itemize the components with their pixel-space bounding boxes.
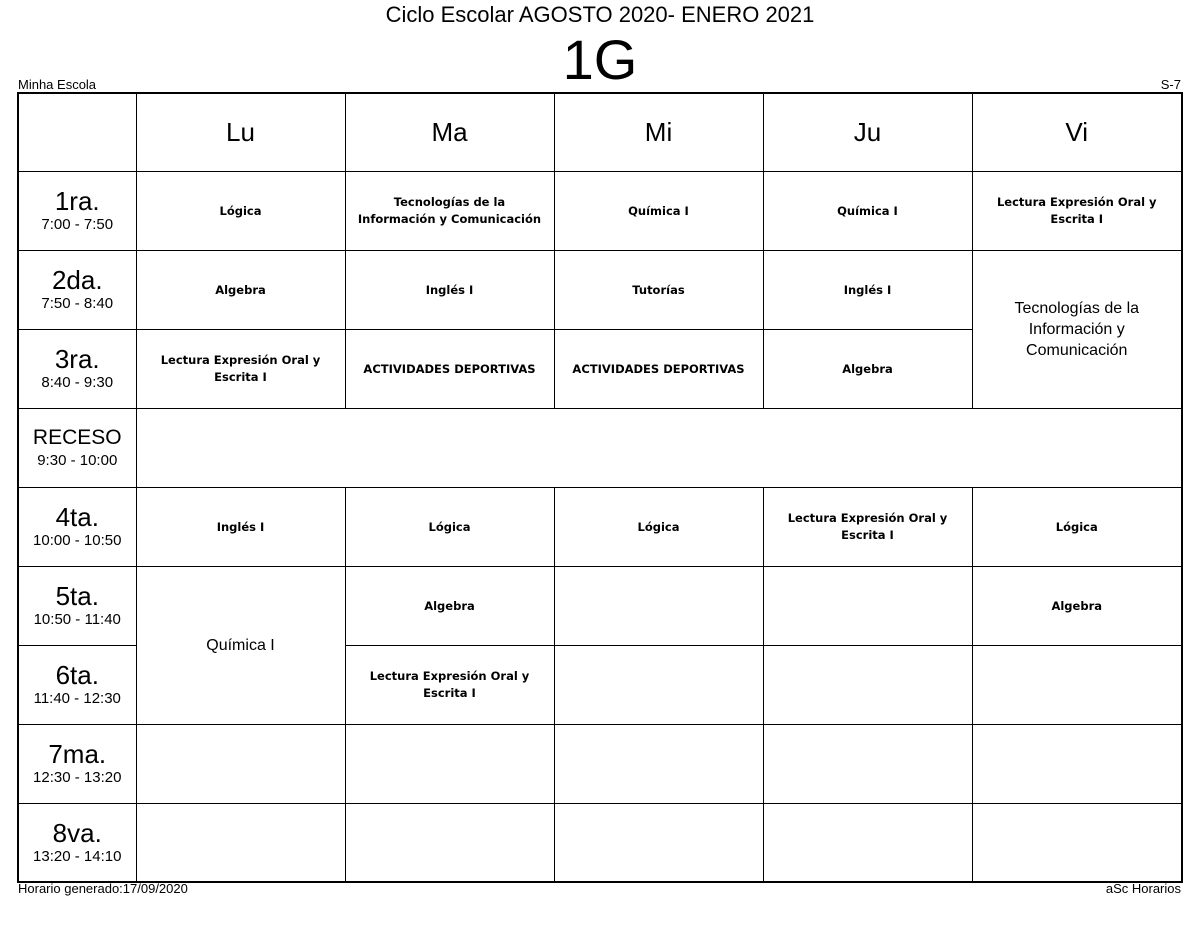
- lesson-cell: [136, 803, 345, 882]
- period-cell: [18, 329, 136, 408]
- period-time: 10:50 - 11:40: [33, 611, 121, 628]
- subject-label: Química I: [206, 636, 275, 654]
- day-header: Lu: [136, 93, 345, 171]
- lesson-cell: [763, 645, 972, 724]
- subject-label: Lógica: [428, 519, 471, 534]
- lesson-cell: [345, 487, 554, 566]
- period-row: [18, 566, 1182, 645]
- software-credit: aSc Horarios: [1105, 881, 1181, 896]
- period-cell: [18, 566, 136, 645]
- period-name: 6ta.: [55, 660, 99, 690]
- period-time: 8:40 - 9:30: [41, 374, 114, 391]
- period-cell: [18, 487, 136, 566]
- subject-label: Algebra: [215, 282, 266, 297]
- period-cell: [18, 171, 136, 250]
- class-name: 1G: [562, 28, 638, 91]
- subject-label: Lectura Expresión Oral y Escrita I: [996, 194, 1157, 226]
- period-name: 2da.: [51, 265, 103, 295]
- subject-label: Lectura Expresión Oral y Escrita I: [369, 668, 530, 700]
- period-time: 7:00 - 7:50: [41, 216, 114, 233]
- lesson-cell: [972, 171, 1182, 250]
- subject-label: Algebra: [1051, 598, 1103, 613]
- lesson-cell: [763, 566, 972, 645]
- period-row: [18, 487, 1182, 566]
- subject-label: Inglés I: [425, 282, 474, 297]
- lesson-cell: [554, 250, 763, 329]
- lesson-cell: [763, 724, 972, 803]
- lesson-cell: [136, 724, 345, 803]
- period-name: RECESO: [32, 426, 122, 449]
- lesson-cell: [554, 566, 763, 645]
- period-name: 7ma.: [48, 739, 107, 769]
- period-name: 4ta.: [55, 502, 99, 532]
- lesson-cell: [763, 250, 972, 329]
- subject-label: Química I: [837, 203, 898, 218]
- lesson-cell-double: [972, 250, 1182, 408]
- period-row: [18, 171, 1182, 250]
- period-row: [18, 250, 1182, 329]
- lesson-cell: [136, 171, 345, 250]
- day-header: Ma: [345, 93, 554, 171]
- lesson-cell: [136, 250, 345, 329]
- lesson-cell: [554, 487, 763, 566]
- day-header: Ju: [763, 93, 972, 171]
- lesson-cell: [972, 803, 1182, 882]
- generated-date: Horario generado:17/09/2020: [18, 881, 188, 896]
- subject-label: Algebra: [842, 361, 893, 376]
- subject-label: Lógica: [637, 519, 680, 534]
- lesson-cell: [972, 566, 1182, 645]
- period-row: [18, 724, 1182, 803]
- lesson-cell: [554, 329, 763, 408]
- lesson-cell: [972, 645, 1182, 724]
- subject-label: Tecnologías de la Información y Comunicación: [1014, 299, 1140, 359]
- period-cell: [18, 250, 136, 329]
- subject-label: Lógica: [219, 203, 262, 218]
- lesson-cell: [554, 645, 763, 724]
- days-header-row: [18, 93, 1182, 171]
- subject-label: Tutorías: [632, 282, 685, 297]
- lesson-cell: [345, 171, 554, 250]
- period-time: 7:50 - 8:40: [41, 295, 114, 312]
- period-name: 1ra.: [54, 186, 100, 216]
- recess-cell: [136, 408, 1182, 487]
- subject-label: Lectura Expresión Oral y Escrita I: [787, 510, 948, 542]
- period-time: 10:00 - 10:50: [33, 532, 122, 549]
- period-cell: [18, 645, 136, 724]
- lesson-cell: [554, 724, 763, 803]
- lesson-cell: [136, 329, 345, 408]
- lesson-cell: [972, 724, 1182, 803]
- day-header: Mi: [554, 93, 763, 171]
- period-time: 12:30 - 13:20: [33, 769, 122, 786]
- corner-cell: [18, 93, 136, 171]
- subject-label: Inglés I: [216, 519, 265, 534]
- period-time: 11:40 - 12:30: [33, 690, 121, 707]
- timetable: [17, 92, 1183, 883]
- period-time: 9:30 - 10:00: [37, 452, 118, 469]
- school-name: Minha Escola: [18, 77, 97, 92]
- day-header: Vi: [972, 93, 1182, 171]
- lesson-cell: [345, 250, 554, 329]
- period-time: 13:20 - 14:10: [33, 847, 122, 865]
- period-cell: [18, 803, 136, 882]
- lesson-cell: [763, 803, 972, 882]
- lesson-cell: [554, 803, 763, 882]
- period-name: 3ra.: [54, 344, 100, 374]
- lesson-cell: [763, 329, 972, 408]
- subject-label: Inglés I: [843, 282, 892, 297]
- lesson-cell-double: [136, 566, 345, 724]
- room-code: S-7: [1160, 77, 1181, 92]
- recess-row: [18, 408, 1182, 487]
- lesson-cell: [345, 724, 554, 803]
- lesson-cell: [763, 171, 972, 250]
- subject-label: ACTIVIDADES DEPORTIVAS: [572, 361, 745, 376]
- period-name: 8va.: [52, 817, 102, 848]
- subject-label: Lectura Expresión Oral y Escrita I: [160, 352, 321, 384]
- subject-label: Tecnologías de la Información y Comunicación: [357, 194, 542, 226]
- lesson-cell: [763, 487, 972, 566]
- lesson-cell: [345, 645, 554, 724]
- period-cell: [18, 724, 136, 803]
- period-row: [18, 803, 1182, 882]
- lesson-cell: [972, 487, 1182, 566]
- subject-label: Algebra: [424, 598, 475, 613]
- lesson-cell: [345, 329, 554, 408]
- lesson-cell: [345, 803, 554, 882]
- period-cell: [18, 408, 136, 487]
- subject-label: ACTIVIDADES DEPORTIVAS: [363, 361, 536, 376]
- period-name: 5ta.: [55, 581, 99, 611]
- subject-label: Química I: [628, 203, 689, 218]
- subject-label: Lógica: [1055, 519, 1098, 534]
- schedule-title: Ciclo Escolar AGOSTO 2020- ENERO 2021: [385, 2, 815, 27]
- lesson-cell: [345, 566, 554, 645]
- lesson-cell: [136, 487, 345, 566]
- lesson-cell: [554, 171, 763, 250]
